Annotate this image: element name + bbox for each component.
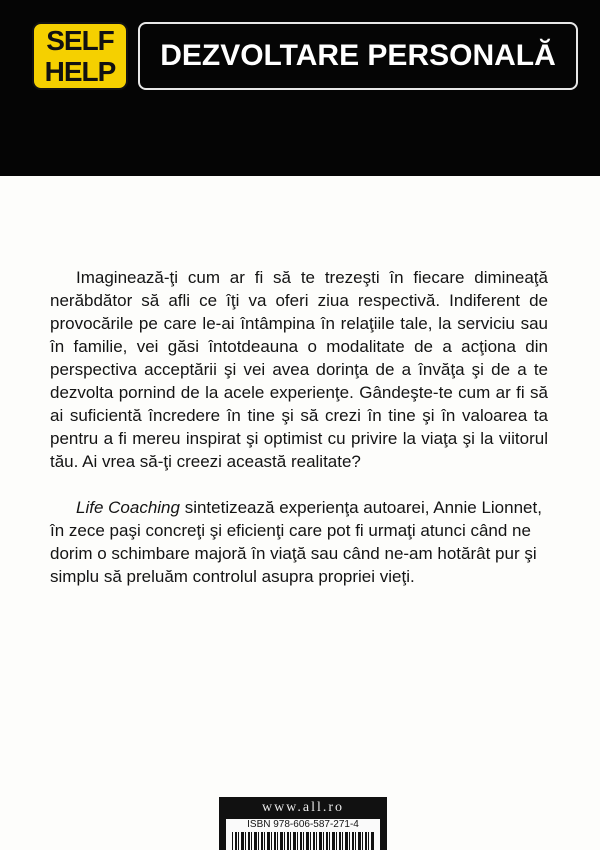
paragraph-2 bbox=[50, 496, 548, 588]
badge-line-2: HELP bbox=[44, 56, 116, 87]
paragraph-2-text: sintetizează experienţa autoarei, Annie Lionnet, în zece paşi concreţi şi eficienţi care pot fi urmaţi atunci când ne dorim o schimbare majoră în viaţă sau când ne-am hotărât pur şi simplu să preluăm controlul asupra propriei vieţi. bbox=[50, 498, 542, 586]
series-title-box bbox=[138, 22, 578, 90]
self-help-badge bbox=[32, 22, 128, 90]
isbn-text: ISBN 978-606-587-271-4 bbox=[247, 819, 359, 830]
barcode-label bbox=[226, 819, 380, 850]
barcode-block bbox=[219, 797, 387, 850]
badge-line-1: SELF bbox=[46, 25, 114, 56]
paragraph-1: Imaginează-ţi cum ar fi să te trezeşti în fiecare dimineaţă nerăbdător să afli ce îţi va oferi ziua respectivă. Indiferent de provocările pe care le-ai întâmpina în relaţiile tale, la serviciu sau în familie, vei găsi întotdeauna o modalitate de a acţiona din perspectiva acceptării şi vei avea dorinţa de a învăţa şi de a te dezvolta pornind de la acele experienţe. Gândeşte-te cum ar fi să ai suficientă încredere în tine şi să crezi în tine şi în valoarea ta pentru a fi mereu inspirat şi optimist cu privire la viaţa şi la viitorul tău. Ai vrea să-ţi creezi această realitate? bbox=[50, 268, 548, 471]
barcode-bars bbox=[232, 832, 374, 850]
book-title-italic: Life Coaching bbox=[76, 498, 180, 517]
header-band bbox=[0, 0, 600, 176]
publisher-url: www.all.ro bbox=[261, 800, 345, 815]
back-cover-text bbox=[50, 266, 548, 588]
series-title: DEZVOLTARE PERSONALĂ bbox=[160, 39, 556, 72]
